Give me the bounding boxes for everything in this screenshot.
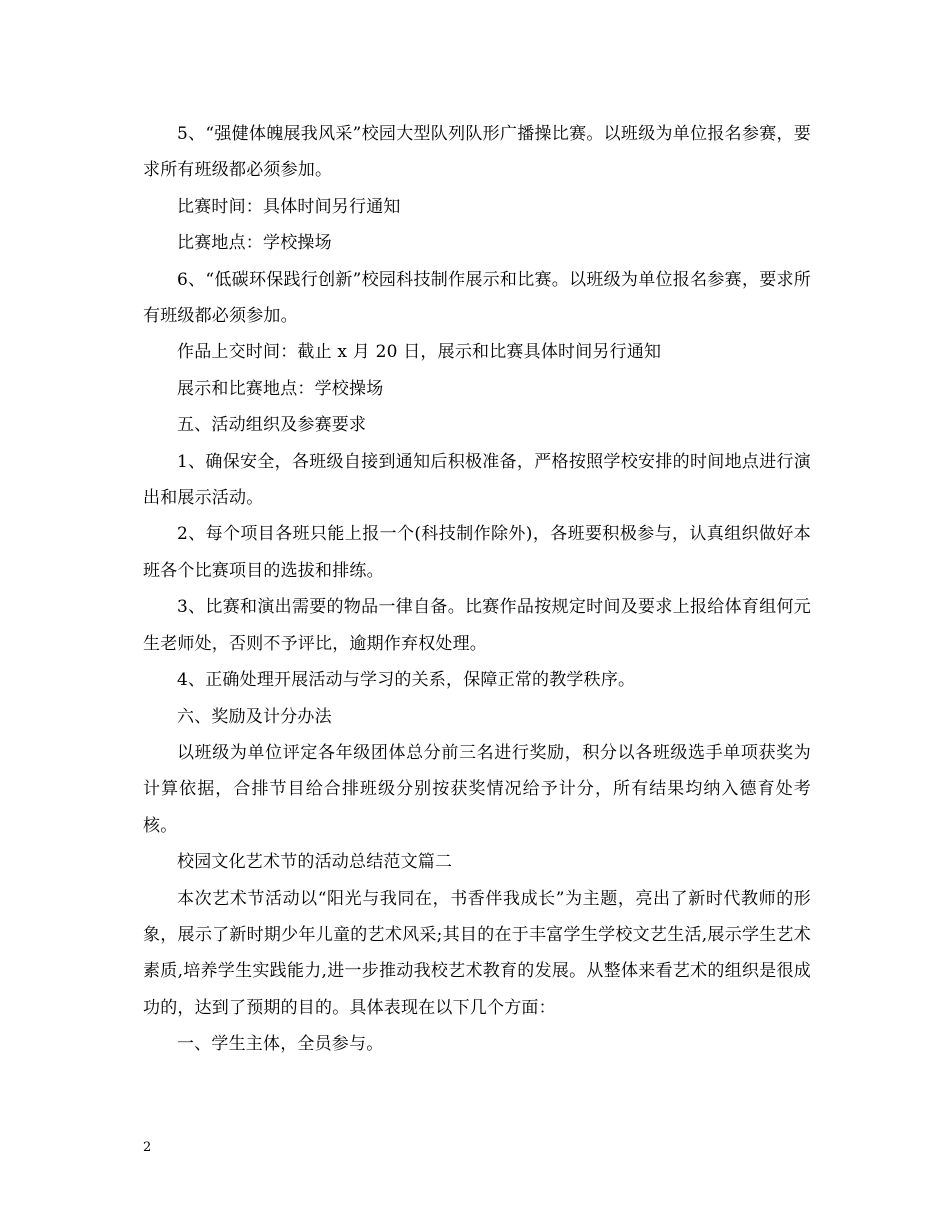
paragraph-competition-location: 比赛地点：学校操场 — [177, 233, 332, 254]
paragraph-competition-time: 比赛时间：具体时间另行通知 — [177, 196, 401, 217]
paragraph-submission-time: 作品上交时间：截止 x 月 20 日，展示和比赛具体时间另行通知 — [177, 342, 662, 363]
paragraph-requirement-3: 3、比赛和演出需要的物品一律自备。比赛作品按规定时间及要求上报给体育组何元生老师处，否则不予评比，逾期作弃权处理。 — [143, 597, 811, 654]
paragraph-requirement-2: 2、每个项目各班只能上报一个(科技制作除外)，各班要积极参与，认真组织做好本班各个比赛项目的选拔和排练。 — [143, 524, 811, 581]
section-heading-part-two: 校园文化艺术节的活动总结范文篇二 — [177, 852, 453, 873]
paragraph-item-6: 6、“低碳环保践行创新”校园科技制作展示和比赛。以班级为单位报名参赛，要求所有班级都必须参加。 — [143, 269, 811, 327]
paragraph-requirement-1: 1、确保安全，各班级自接到通知后积极准备，严格按照学校安排的时间地点进行演出和展示活动。 — [143, 451, 811, 509]
paragraph-summary-intro: 本次艺术节活动以“阳光与我同在，书香伴我成长”为主题，亮出了新时代教师的形象，展示了新时期少年儿童的艺术风采;其目的在于丰富学生学校文艺生活,展示学生艺术素质,培养学生实践能力,进一步推动我校艺术教育的发展。从整体来看艺术的组织是很成功的，达到了预期的目的。具体表现在以下几个方面： — [143, 888, 811, 1018]
paragraph-exhibition-location: 展示和比赛地点：学校操场 — [177, 378, 384, 399]
document-body — [143, 116, 811, 1063]
section-heading-rewards: 六、奖励及计分办法 — [177, 706, 332, 727]
section-heading-student-subject: 一、学生主体，全员参与。 — [177, 1034, 384, 1055]
page-number: 2 — [143, 1140, 152, 1155]
paragraph-rewards: 以班级为单位评定各年级团体总分前三名进行奖励，积分以各班级选手单项获奖为计算依据，合排节目给合排班级分别按获奖情况给予计分，所有结果均纳入德育处考核。 — [143, 742, 811, 836]
paragraph-requirement-4: 4、正确处理开展活动与学习的关系，保障正常的教学秩序。 — [177, 670, 636, 691]
section-heading-organization: 五、活动组织及参赛要求 — [177, 415, 367, 436]
paragraph-item-5: 5、“强健体魄展我风采”校园大型队列队形广播操比赛。以班级为单位报名参赛，要求所有班级都必须参加。 — [143, 124, 811, 181]
